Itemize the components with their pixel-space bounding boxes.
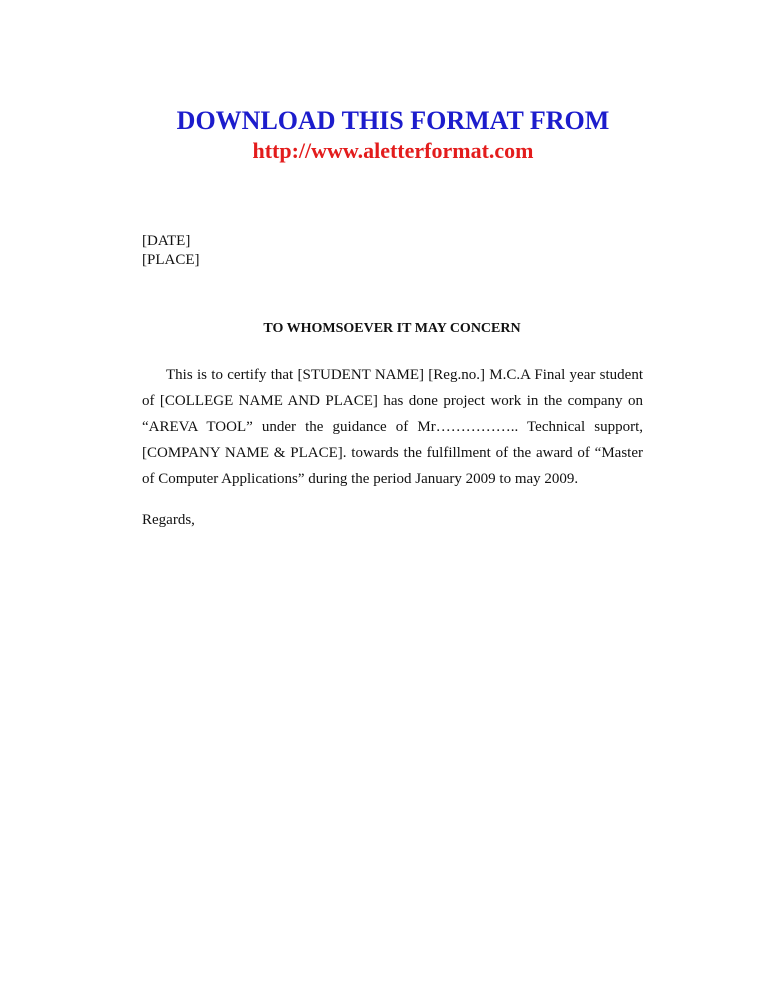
website-link[interactable]: http://www.aletterformat.com — [252, 138, 534, 163]
place-placeholder: [PLACE] — [142, 252, 200, 268]
letter-subject: TO WHOMSOEVER IT MAY CONCERN — [263, 321, 521, 336]
date-placeholder: [DATE] — [142, 233, 191, 249]
download-heading: DOWNLOAD THIS FORMAT FROM — [176, 106, 610, 135]
letter-closing: Regards, — [142, 512, 195, 528]
letter-body: This is to certify that [STUDENT NAME] [Reg.no.] M.C.A Final year student of [COLLEGE NAME AND PLACE] has done project work in the company on “AREVA TOOL” under the guidance of Mr…………….. Technical support, [COMPANY NAME & PLACE]. towards the fulfillment of the award of “Master of Computer Applications” during the period January 2009 to may 2009. — [142, 367, 643, 487]
